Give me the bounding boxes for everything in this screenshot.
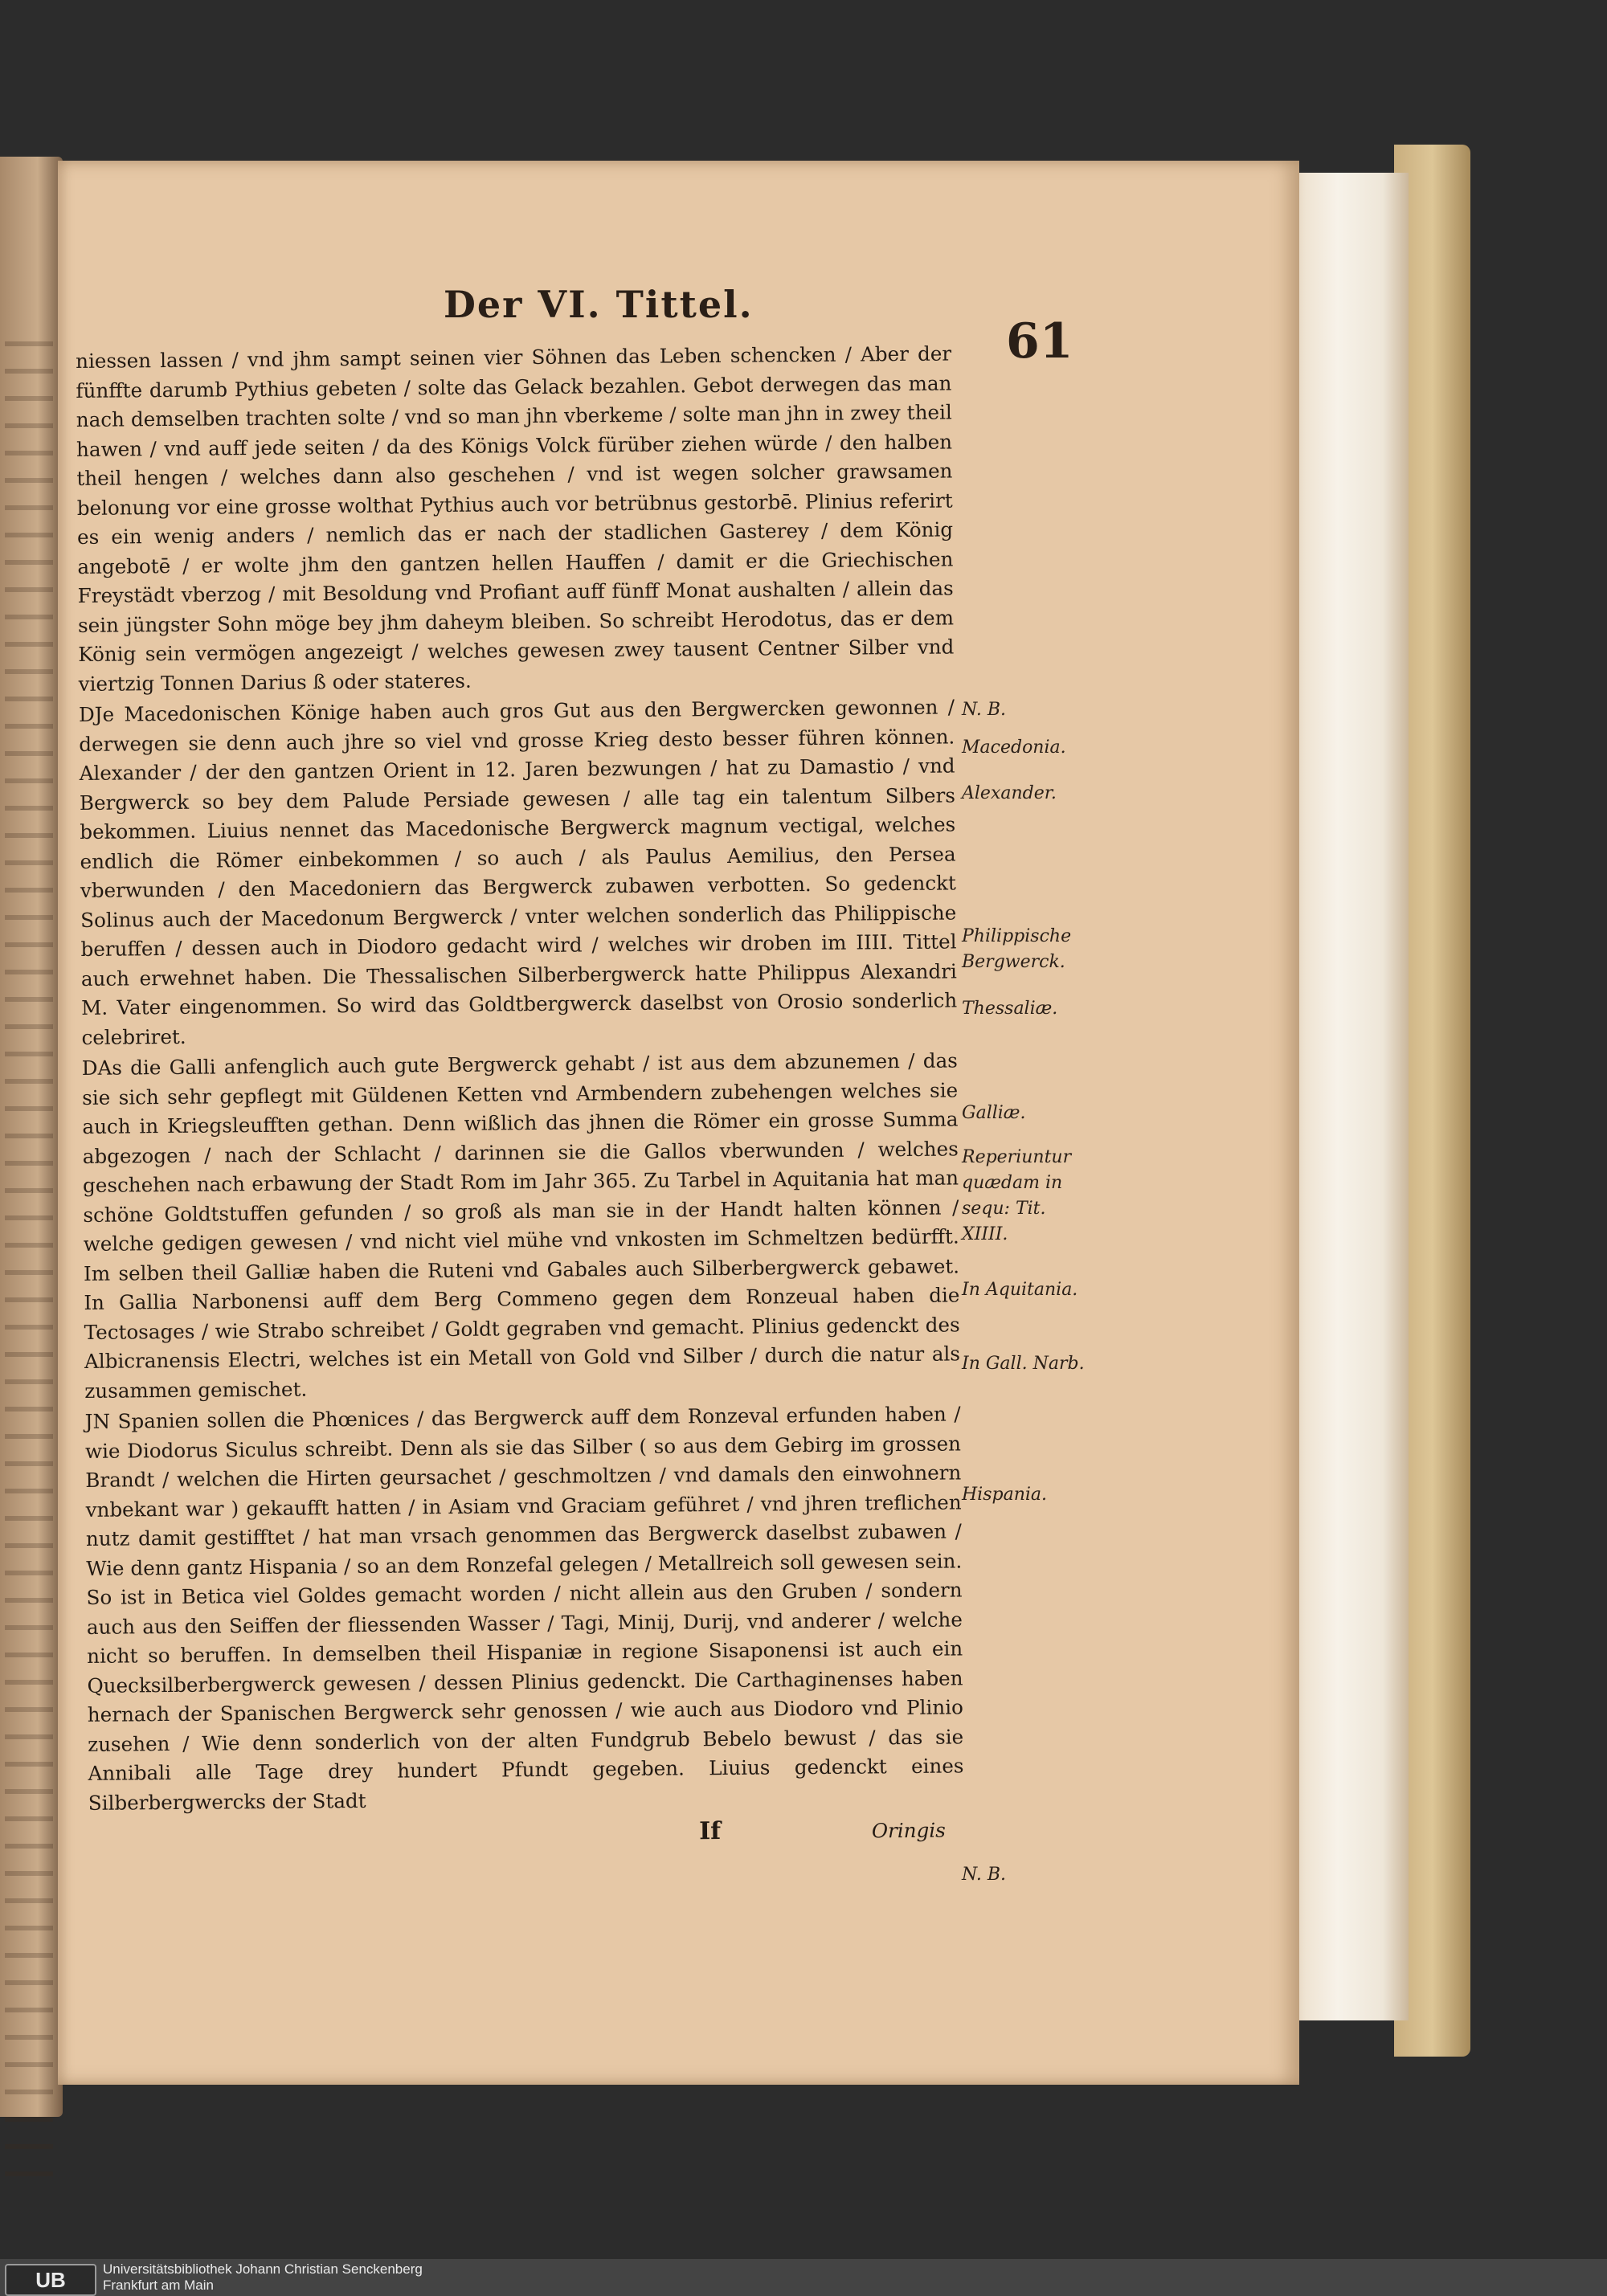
running-header: Der VI. Tittel. — [444, 283, 754, 326]
previous-page-text-fragment — [5, 341, 53, 2189]
paragraph: niessen lassen / vnd jhm sampt seinen vier Söhnen das Leben schencken / Aber der fünffte darumb Pythius gebeten / solte das Gelack bezahlen. Gebot derwegen das man nach demselben trachten solte / vnd so man jhn vberkeme / solte man jhn in zwey theil hawen / vnd auff jede seiten / da des Königs Volck fürüber ziehen würde / den halben theil hengen / welches dann also geschehen / vnd ist wegen solcher grawsamen belonung vor eine grosse wolthat Pythius auch vor betrübnus gestorbē. Plinius referirt es ein wenig anders / nemlich das er nach der stadlichen Gasterey / dem König angebotē / er wolte jhm den gantzen hellen Hauffen / damit er die Griechischen Freystädt vberzog / mit Besoldung vnd Profiant auff fünff Monat aushalten / allein das sein jüngster Sohn möge bey jhm daheym bleiben. So schreibt Herodotus, das er dem König sein vermögen angezeigt / welches gewesen zwey tausent Centner Silber vnd viertzig Tonnen Darius ß oder stateres. — [76, 341, 955, 696]
marginal-note: In Aquitania. — [962, 1280, 1078, 1300]
marginal-note: Macedonia. — [962, 737, 1066, 758]
library-city: Frankfurt am Main — [103, 2278, 214, 2293]
marginal-note: Reperiuntur quædam in sequ: Tit. XIIII. — [962, 1147, 1072, 1244]
paragraph: JN Spanien sollen die Phœnices / das Bergwerck auff dem Ronzeval erfunden haben / wie Diodorus Siculus schreibt. Denn als sie das Silber ( so aus dem Gebirg im grossen Brandt / welchen die Hirten geursachet / geschmoltzen / vnd damals den einwohnern vnbekant war ) gekaufft hatten / in Asiam vnd Graciam geführet / vnd jhren treflichen nutz damit gestifftet / hat man vrsach genommen das Bergwerck daselbst zubawen / Wie denn gantz Hispania / so an dem Ronzefal gelegen / Metallreich soll gewesen sein. So ist in Betica viel Goldes gemacht worden / nicht allein aus den Gruben / sondern auch aus den Seiffen der fliessenden Wasser / Tagi, Minij, Durij, vnd anderer / welche nicht so beruffen. In demselben theil Hispaniæ in regione Sisaponensi ist auch ein Quecksilberbergwerck gewesen / dessen Plinius gedenckt. Die Carthaginenses haben hernach der Spanischen Bergwerck sehr genossen / wie auch aus Diodoro vnd Plinio zusehen / Wie denn sonderlich von der alten Fundgrub Bebelo bewust / das sie Annibali alle Tage drey hundert Pfundt gegeben. Liuius gedenckt eines Silberbergwercks der Stadt — [84, 1402, 964, 1815]
previous-page-edge — [0, 157, 63, 2117]
catchword: Oringis — [871, 1818, 946, 1843]
marginal-note: N. B. — [962, 1865, 1006, 1885]
marginal-note: Alexander. — [962, 783, 1057, 803]
page-number: 61 — [1006, 313, 1073, 370]
paragraph: DAs die Galli anfenglich auch gute Bergwerck gehabt / ist aus dem abzunemen / das sie sich sehr gepflegt mit Güldenen Ketten vnd Armbendern zubehengen welches sie auch in Kriegsleufften gethan. Denn wißlich das jhnen die Römer ein grosse Summa abgezogen / nach der Schlacht / darinnen sie die Gallos vberwunden / welches geschehen nach erbawung der Stadt Rom im Jahr 365. Zu Tarbel in Aquitania hat man schöne Goldtstuffen gefunden / so groß als man sie in der Handt halten können / welche gedigen gewesen / vnd nicht viel mühe vnd vnkosten im Schmeltzen bedürfft. Im selben theil Galliæ haben die Ruteni vnd Gabales auch Silberbergwerck gebawet. In Gallia Narbonensi auff dem Berg Commeno gegen dem Ronzeual haben die Tectosages / wie Strabo schreibet / Goldt gegraben vnd gemacht. Plinius gedenckt des Albicranensis Electri, welches ist ein Metall von Gold vnd Silber / durch die natur als zusammen gemischet. — [81, 1048, 961, 1403]
library-credit — [103, 2261, 423, 2294]
marginal-note: Galliæ. — [962, 1103, 1026, 1123]
marginal-note: Thessaliæ. — [962, 999, 1058, 1019]
page-footer-line — [88, 1815, 964, 1853]
marginal-note: In Gall. Narb. — [962, 1354, 1085, 1374]
paragraph: DJe Macedonischen Könige haben auch gros Gut aus den Bergwercken gewonnen / derwegen sie denn auch jhre so viel vnd grosse Krieg desto besser führen können. Alexander / der den gantzen Orient in 12. Jaren bezwungen / hat zu Damastio / vnd Bergwerck so bey dem Palude Persiade gewesen / alle tag ein talentum Silbers bekommen. Liuius nennet das Macedonische Bergwerck magnum vectigal, welches endlich die Römer einbekommen / so auch / als Paulus Aemilius, den Persea vberwunden / den Macedoniern das Bergwerck zubawen verbotten. So gedenckt Solinus auch der Macedonum Bergwerck / vnter welchen sonderlich das Philippische beruffen / dessen auch in Diodoro gedacht wird / welches wir droben im IIII. Tittel auch erwehnet haben. Die Thessalischen Silberbergwerck hatte Philippus Alexandri M. Vater eingenommen. So wird das Goldtbergwerck daselbst von Orosio sonderlich celebriret. — [78, 695, 958, 1049]
library-logo: UB — [5, 2264, 96, 2296]
marginal-note: N. B. — [962, 700, 1006, 720]
body-text — [76, 339, 964, 1853]
marginal-note: Hispania. — [962, 1485, 1048, 1505]
signature-mark: If — [699, 1817, 722, 1846]
book-page — [58, 161, 1299, 2085]
marginal-note: Philippische Bergwerck. — [962, 926, 1072, 972]
library-name: Universitätsbibliothek Johann Christian Senckenberg — [103, 2261, 423, 2277]
